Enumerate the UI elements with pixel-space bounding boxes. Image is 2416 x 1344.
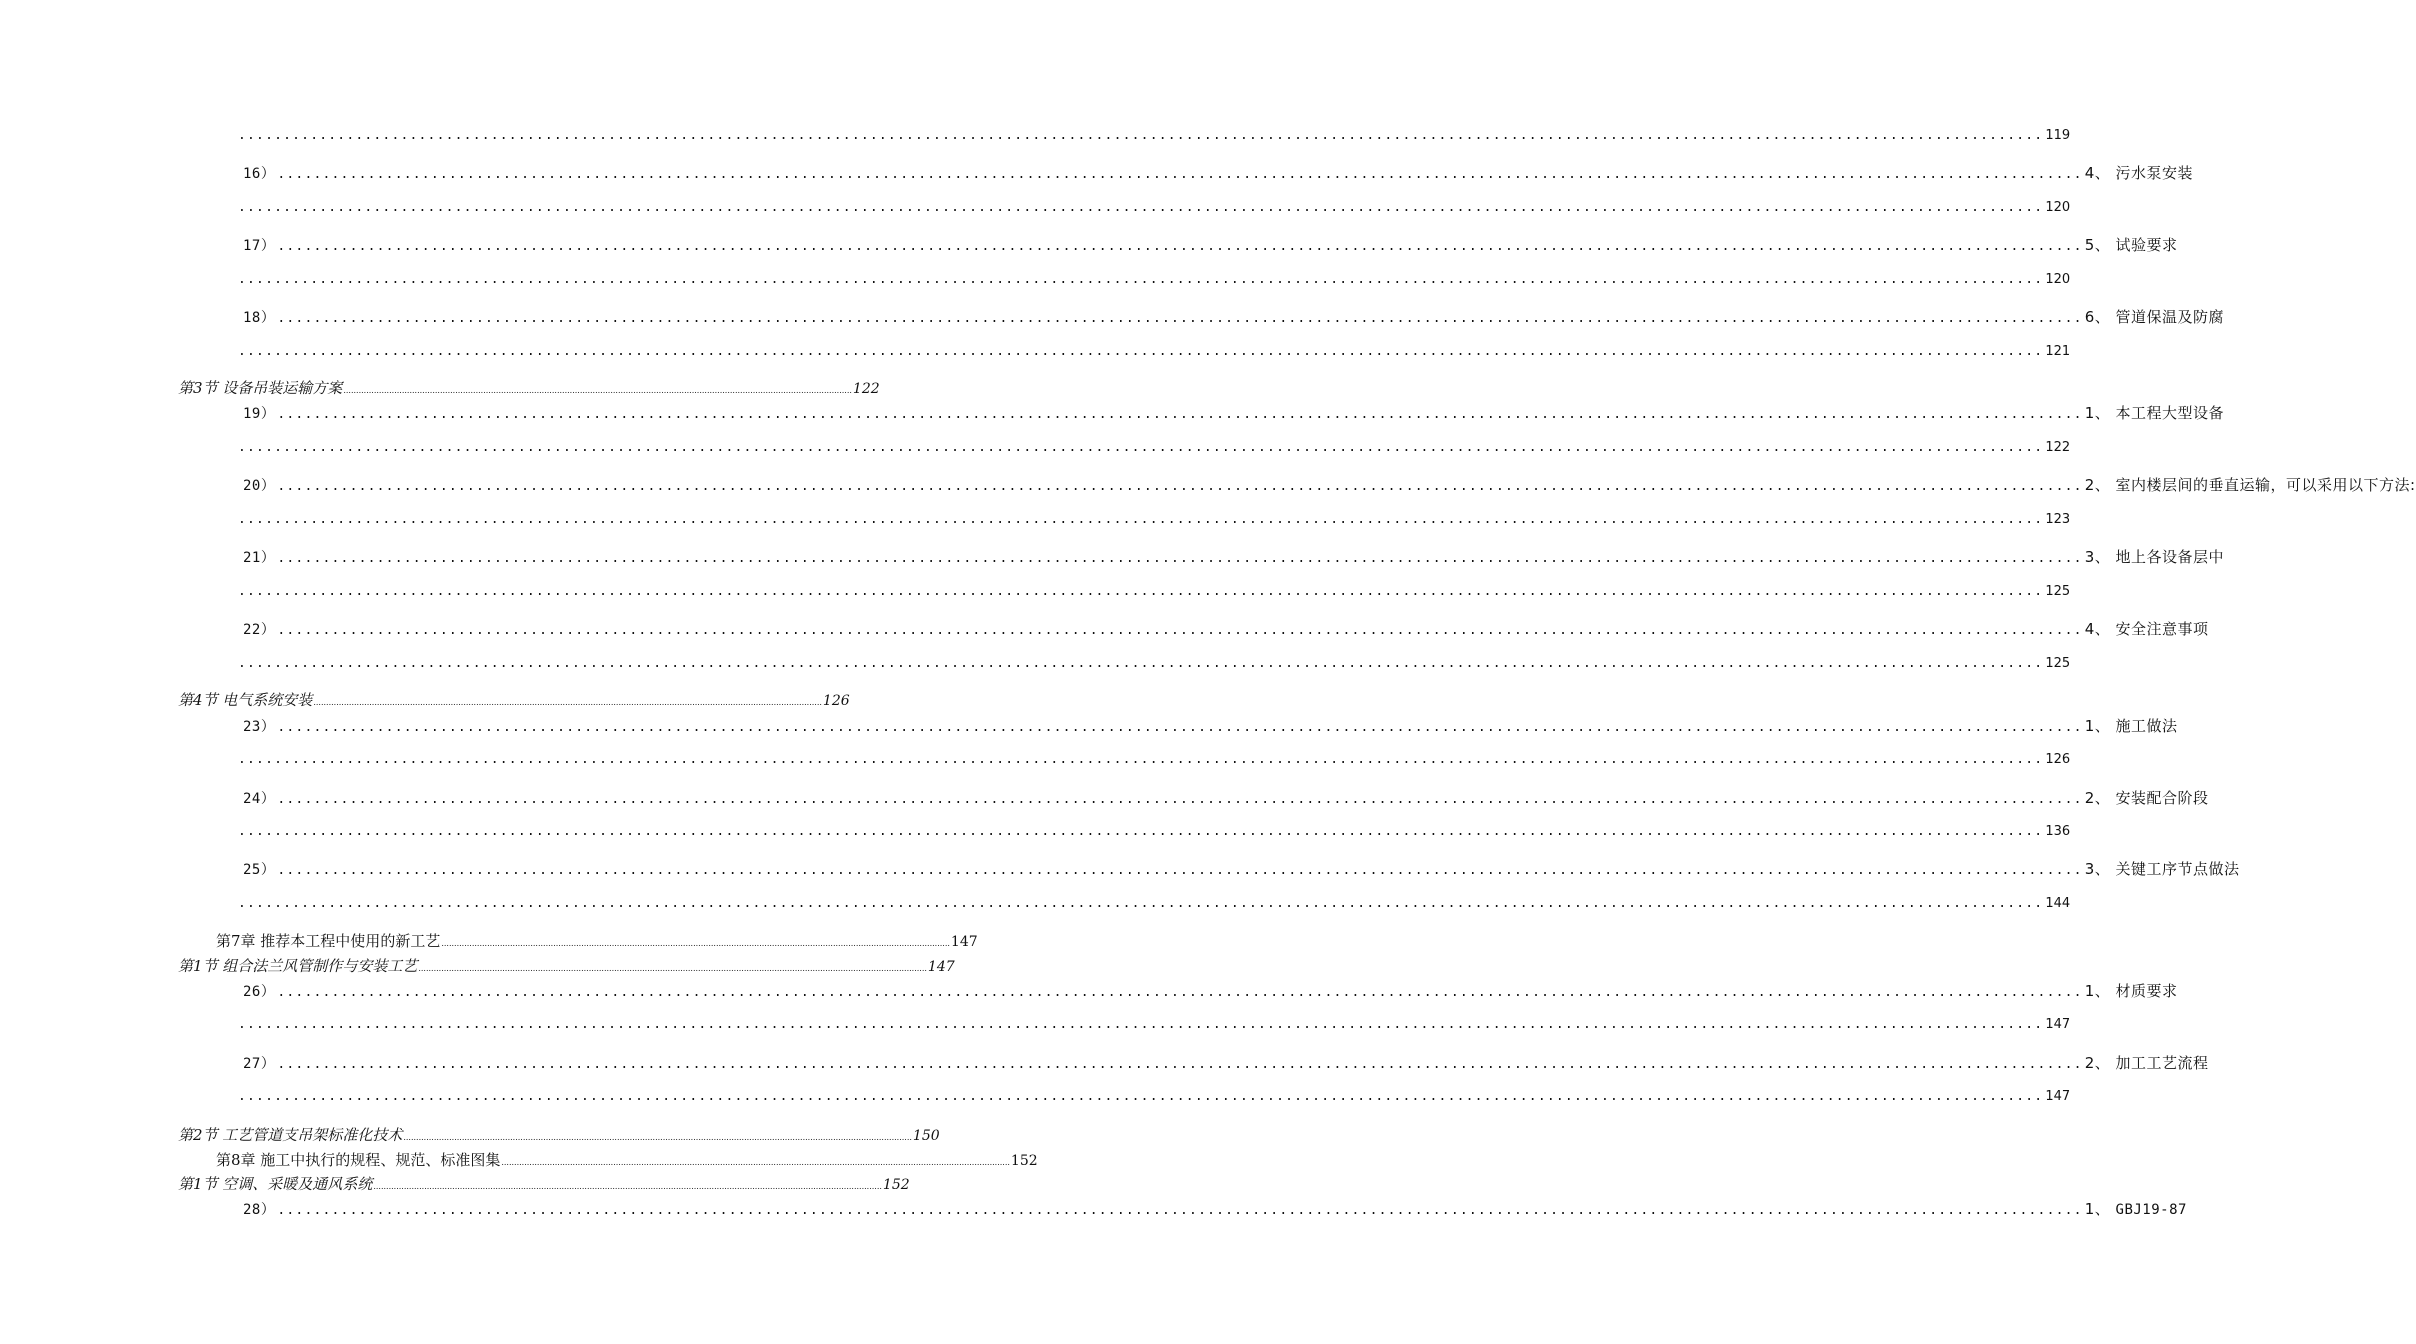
- item-label-code: GBJ19-87: [2115, 1202, 2187, 1218]
- section-title: 第4节 电气系统安装: [178, 691, 313, 709]
- toc-item-21[interactable]: [243, 546, 2225, 567]
- item-number: 17）: [243, 238, 276, 254]
- page-number: 120: [2045, 272, 2071, 287]
- toc-item-20[interactable]: [243, 474, 2416, 495]
- toc-item-27[interactable]: [243, 1052, 2209, 1073]
- page-number: 125: [2045, 656, 2071, 671]
- dot-leader: ........................................................................................................................................................................................................: [238, 656, 2044, 671]
- dot-leader: ........................................................................................................................................................................................................: [238, 752, 2044, 767]
- item-number: 18）: [243, 310, 276, 326]
- page-number: 147: [2045, 1089, 2071, 1104]
- toc-item-25[interactable]: [243, 858, 2240, 879]
- dot-leader: ........................................................................................................................................................................................................: [238, 440, 2044, 455]
- item-label: 5、 试验要求: [2084, 236, 2178, 254]
- page-number: 136: [2045, 824, 2071, 839]
- item-label: 3、 地上各设备层中: [2084, 548, 2225, 566]
- section-title: 第3节 设备吊装运输方案: [178, 379, 343, 397]
- toc-page-number-line: [238, 128, 2071, 143]
- item-label: 1、 材质要求: [2084, 982, 2178, 1000]
- toc-item-17[interactable]: [243, 234, 2178, 255]
- dot-leader: ........................................................................................................................................................................................................: [238, 128, 2044, 143]
- item-label: 2、 安装配合阶段: [2084, 789, 2209, 807]
- toc-page-number-line: [238, 656, 2071, 671]
- dot-leader: ........................................................................................................................................................................................................: [238, 512, 2044, 527]
- toc-page-number-line: [238, 1017, 2071, 1032]
- dot-leader: ........................................................................................................................................................................................................: [277, 479, 2083, 494]
- item-number: 25）: [243, 862, 276, 878]
- page-number: 152: [1010, 1153, 1038, 1169]
- toc-page-number-line: [238, 272, 2071, 287]
- toc-page-number-line: [238, 200, 2071, 215]
- page-number: 121: [2045, 344, 2071, 359]
- toc-page-number-line: [238, 752, 2071, 767]
- toc-page-number-line: [238, 440, 2071, 455]
- toc-page-number-line: [238, 512, 2071, 527]
- section-title: 第1节 组合法兰风管制作与安装工艺: [178, 957, 418, 975]
- page-number: 125: [2045, 584, 2071, 599]
- toc-item-26[interactable]: [243, 980, 2178, 1001]
- toc-item-22[interactable]: [243, 618, 2209, 639]
- dot-leader: ........................................................................................................................................................................................................: [238, 344, 2044, 359]
- dot-leader: ........................................................................................................................................................................................................: [277, 311, 2083, 326]
- dot-leader: ........................................................................................................................................................................................................: [277, 239, 2083, 254]
- toc-item-28[interactable]: [243, 1198, 2187, 1219]
- dot-leader: ........................................................................................................................................................................................................: [277, 623, 2083, 638]
- section-title: 第1节 空调、采暖及通风系统: [178, 1175, 373, 1193]
- item-number: 19）: [243, 406, 276, 422]
- toc-chapter-7[interactable]: [216, 930, 978, 951]
- section-title: 第2节 工艺管道支吊架标准化技术: [178, 1126, 403, 1144]
- page-number: 122: [852, 381, 880, 397]
- item-number: 23）: [243, 719, 276, 735]
- dot-leader: ........................................................................................................................................................................................................: [277, 1057, 2083, 1072]
- toc-chapter-8[interactable]: [216, 1149, 1038, 1170]
- item-number: 22）: [243, 622, 276, 638]
- item-label: 4、 安全注意事项: [2084, 620, 2209, 638]
- toc-section-1-ch7[interactable]: [178, 955, 955, 976]
- page-number: 152: [882, 1177, 910, 1193]
- dot-leader: ........................................................................................................................................................................................................: [277, 1203, 2083, 1218]
- chapter-title: 第7章 推荐本工程中使用的新工艺: [216, 932, 441, 950]
- dot-leader: ........................................................................................................................................................................................................: [238, 1017, 2044, 1032]
- item-label: 4、 污水泵安装: [2084, 164, 2194, 182]
- dot-leader: ........................................................................................................................................................................................................: [238, 200, 2044, 215]
- item-label: 6、 管道保温及防腐: [2084, 308, 2225, 326]
- dot-leader: ........................................................................................................................................................................................................: [403, 1133, 912, 1142]
- dot-leader: ........................................................................................................................................................................................................: [277, 720, 2083, 735]
- toc-section-2[interactable]: [178, 1124, 940, 1145]
- dot-leader: ........................................................................................................................................................................................................: [277, 985, 2083, 1000]
- toc-item-18[interactable]: [243, 306, 2225, 327]
- dot-leader: ........................................................................................................................................................................................................: [277, 407, 2083, 422]
- item-number: 28）: [243, 1202, 276, 1218]
- dot-leader: ........................................................................................................................................................................................................: [277, 551, 2083, 566]
- item-label: [2085, 1198, 2187, 1219]
- page-number: 147: [950, 934, 978, 950]
- item-label-prefix: 1、: [2084, 1200, 2116, 1218]
- toc-section-3[interactable]: [178, 377, 880, 398]
- item-label: 1、 施工做法: [2084, 717, 2178, 735]
- item-number: 27）: [243, 1056, 276, 1072]
- dot-leader: ........................................................................................................................................................................................................: [277, 792, 2083, 807]
- dot-leader: ........................................................................................................................................................................................................: [343, 386, 852, 395]
- item-number: 24）: [243, 791, 276, 807]
- chapter-title: 第8章 施工中执行的规程、规范、标准图集: [216, 1151, 501, 1169]
- toc-section-1-ch8[interactable]: [178, 1173, 910, 1194]
- dot-leader: ........................................................................................................................................................................................................: [313, 698, 822, 707]
- item-number: 21）: [243, 550, 276, 566]
- page-number: 147: [2045, 1017, 2071, 1032]
- dot-leader: ........................................................................................................................................................................................................: [441, 939, 950, 948]
- page-number: 126: [2045, 752, 2071, 767]
- item-number: 20）: [243, 478, 276, 494]
- item-number: 26）: [243, 984, 276, 1000]
- dot-leader: ........................................................................................................................................................................................................: [418, 964, 927, 973]
- toc-page-number-line: [238, 584, 2071, 599]
- toc-item-19[interactable]: [243, 402, 2225, 423]
- toc-page-number-line: [238, 344, 2071, 359]
- page-number: 144: [2045, 896, 2071, 911]
- toc-item-16[interactable]: [243, 162, 2194, 183]
- item-label: 3、 关键工序节点做法: [2084, 860, 2240, 878]
- item-label: 2、 加工工艺流程: [2084, 1054, 2209, 1072]
- dot-leader: ........................................................................................................................................................................................................: [238, 824, 2044, 839]
- dot-leader: ........................................................................................................................................................................................................: [238, 1089, 2044, 1104]
- toc-page-number-line: [238, 896, 2071, 911]
- page-number: 120: [2045, 200, 2071, 215]
- page-number: 147: [927, 959, 955, 975]
- toc-page-number-line: [238, 824, 2071, 839]
- dot-leader: ........................................................................................................................................................................................................: [277, 167, 2083, 182]
- dot-leader: ........................................................................................................................................................................................................: [238, 896, 2044, 911]
- dot-leader: ........................................................................................................................................................................................................: [238, 584, 2044, 599]
- toc-item-23[interactable]: [243, 715, 2178, 736]
- page-number: 122: [2045, 440, 2071, 455]
- page-number: 123: [2045, 512, 2071, 527]
- dot-leader: ........................................................................................................................................................................................................: [277, 863, 2083, 878]
- item-label: 2、 室内楼层间的垂直运输，可以采用以下方法:: [2084, 476, 2416, 494]
- toc-page-number-line: [238, 1089, 2071, 1104]
- item-label: 1、 本工程大型设备: [2084, 404, 2225, 422]
- page-number: 126: [822, 693, 850, 709]
- page-number: 119: [2045, 128, 2071, 143]
- item-number: 16）: [243, 166, 276, 182]
- dot-leader: ........................................................................................................................................................................................................: [238, 272, 2044, 287]
- dot-leader: ........................................................................................................................................................................................................: [373, 1182, 882, 1191]
- toc-section-4[interactable]: [178, 689, 850, 710]
- toc-item-24[interactable]: [243, 787, 2209, 808]
- dot-leader: ........................................................................................................................................................................................................: [501, 1158, 1010, 1167]
- page-number: 150: [912, 1128, 940, 1144]
